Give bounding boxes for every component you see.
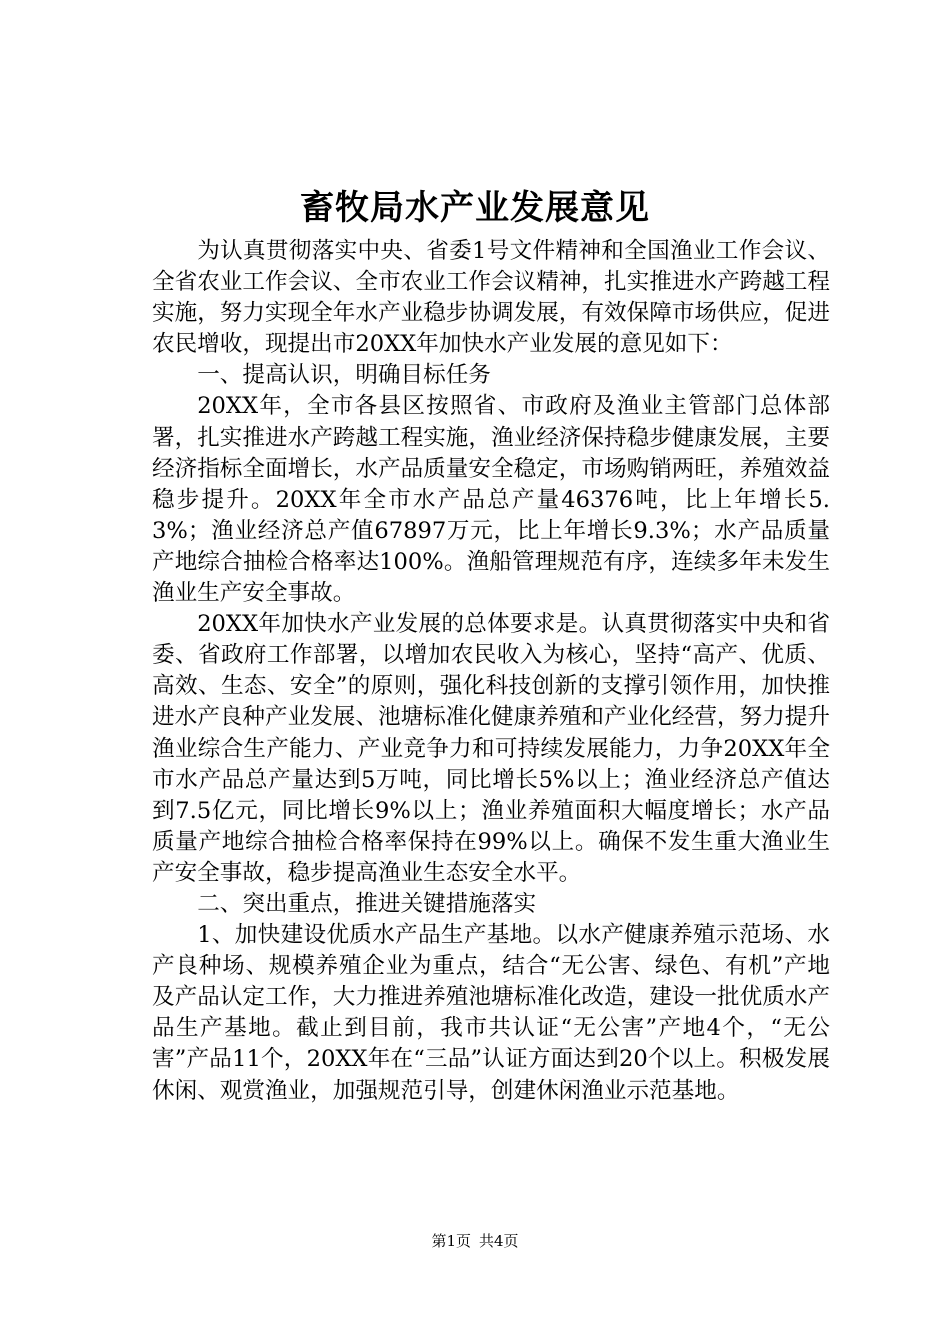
page-title: 畜牧局水产业发展意见 xyxy=(300,188,650,228)
document-body xyxy=(152,236,830,1107)
page-total: 共4页 xyxy=(479,1232,519,1250)
page-footer xyxy=(0,1230,950,1252)
section-heading-2: 二、突出重点，推进关键措施落实 xyxy=(197,890,537,917)
page-number: 第1页 xyxy=(431,1232,471,1250)
body-paragraph: 20XX年加快水产业发展的总体要求是。认真贯彻落实中央和省委、省政府工作部署，以增加农民收入为核心，坚持“高产、优质、高效、生态、安全”的原则，强化科技创新的支撑引领作用，加快推进水产良种产业发展、池塘标准化健康养殖和产业化经营，努力提升渔业综合生产能力、产业竞争力和可持续发展能力，力争20XX年全市水产品总产量达到5万吨，同比增长5%以上；渔业经济总产值达到7.5亿元，同比增长9%以上；渔业养殖面积大幅度增长；水产品质量产地综合抽检合格率保持在99%以上。确保不发生重大渔业生产安全事故，稳步提高渔业生态安全水平。 xyxy=(152,611,830,886)
body-paragraph: 20XX年，全市各县区按照省、市政府及渔业主管部门总体部署，扎实推进水产跨越工程实施，渔业经济保持稳步健康发展，主要经济指标全面增长，水产品质量安全稳定，市场购销两旺，养殖效益稳步提升。20XX年全市水产品总产量46376吨，比上年增长5.3%；渔业经济总产值67897万元，比上年增长9.3%；水产品质量产地综合抽检合格率达100%。渔船管理规范有序，连续多年未发生渔业生产安全事故。 xyxy=(152,393,830,607)
body-paragraph: 1、加快建设优质水产品生产基地。以水产健康养殖示范场、水产良种场、规模养殖企业为重点，结合“无公害、绿色、有机”产地及产品认定工作，大力推进养殖池塘标准化改造，建设一批优质水产品生产基地。截止到目前，我市共认证“无公害”产地4个，“无公害”产品11个，20XX年在“三品”认证方面达到20个以上。积极发展休闲、观赏渔业，加强规范引导，创建休闲渔业示范基地。 xyxy=(152,922,830,1104)
section-heading-1: 一、提高认识，明确目标任务 xyxy=(197,362,491,389)
intro-paragraph: 为认真贯彻落实中央、省委1号文件精神和全国渔业工作会议、全省农业工作会议、全市农业工作会议精神，扎实推进水产跨越工程实施，努力实现全年水产业稳步协调发展，有效保障市场供应，促进农民增收，现提出市20XX年加快水产业发展的意见如下： xyxy=(152,238,830,358)
